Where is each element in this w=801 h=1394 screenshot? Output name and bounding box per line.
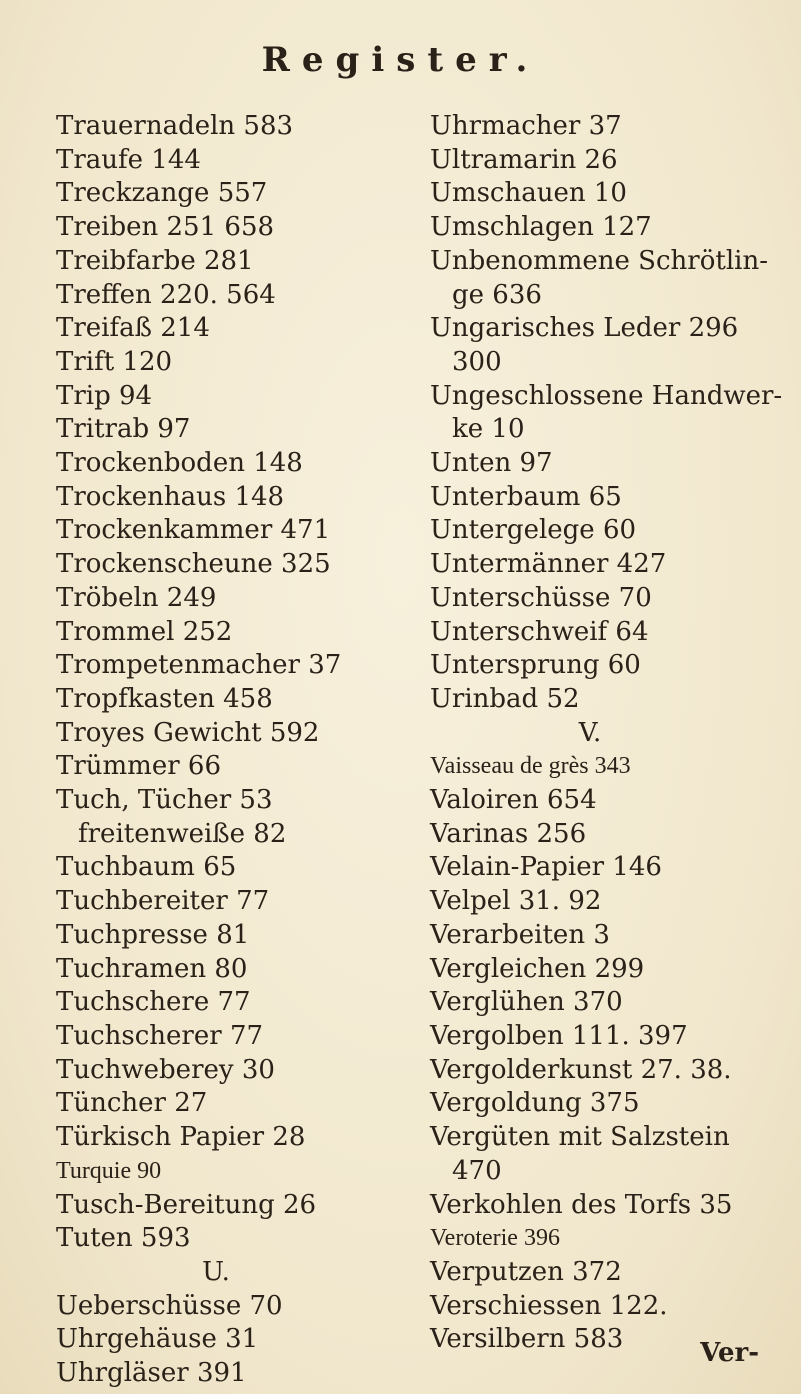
index-entry: Velain-Papier 146	[430, 852, 662, 883]
index-entry: Tuchweberey 30	[56, 1054, 275, 1085]
left-column	[56, 110, 416, 1391]
index-entry: Tüncher 27	[56, 1088, 208, 1119]
index-entry: Vaisseau de grès 343	[430, 753, 631, 780]
index-entry: Tuchscherer 77	[56, 1020, 264, 1051]
index-entry: Untersprung 60	[430, 650, 641, 681]
page-title: Register.	[261, 40, 540, 80]
index-entry: Unten 97	[430, 448, 553, 479]
index-entry: Untergelege 60	[430, 515, 637, 546]
index-entry: Treckzange 557	[56, 178, 268, 209]
index-entry: Tuch, Tücher 53	[56, 785, 273, 816]
index-entry: Versilbern 583	[430, 1324, 624, 1355]
index-entry: Turquie 90	[56, 1157, 162, 1184]
section-letter: V.	[578, 717, 602, 748]
index-entry: Trompetenmacher 37	[56, 650, 342, 681]
index-entry: Trauernadeln 583	[56, 111, 294, 141]
index-entry: Ueberschüsse 70	[56, 1290, 283, 1321]
index-entry: Uhrgehäuse 31	[56, 1324, 259, 1355]
index-entry: Treifaß 214	[56, 313, 210, 344]
index-entry: Uhrmacher 37	[430, 111, 622, 141]
index-continuation: ke 10	[452, 414, 525, 445]
index-entry: Unbenommene Schrötlin-	[430, 245, 768, 276]
index-entry: Türkisch Papier 28	[56, 1122, 306, 1153]
index-entry: Untermänner 427	[430, 549, 667, 580]
index-entry: Trockenhaus 148	[56, 481, 285, 512]
index-entry: Trockenscheune 325	[56, 549, 331, 580]
index-entry: Trommel 252	[56, 616, 233, 647]
index-entry: Tröbeln 249	[56, 582, 217, 613]
index-entry: Tropfkasten 458	[56, 683, 273, 714]
index-entry: Vergüten mit Salzstein	[430, 1122, 730, 1153]
index-entry: Vergoldung 375	[430, 1088, 640, 1119]
index-entry: Trip 94	[56, 380, 153, 411]
index-entry: Treiben 251 658	[56, 212, 275, 243]
index-subentry: freitenweiße 82	[78, 818, 287, 849]
index-entry: Treibfarbe 281	[56, 245, 254, 276]
index-entry: Unterbaum 65	[430, 481, 622, 512]
index-entry: Valoiren 654	[430, 785, 597, 816]
index-entry: Vergolben 111. 397	[430, 1020, 688, 1051]
index-entry: Verarbeiten 3	[430, 919, 610, 950]
index-entry: Ungeschlossene Handwer-	[430, 380, 783, 411]
index-entry: Velpel 31. 92	[430, 886, 602, 917]
index-entry: Verkohlen des Torfs 35	[430, 1189, 733, 1220]
index-entry: Verschiessen 122.	[430, 1290, 668, 1321]
index-entry: Trockenkammer 471	[56, 515, 331, 546]
section-letter: U.	[202, 1256, 230, 1287]
index-entry: Ungarisches Leder 296	[430, 313, 739, 344]
index-entry: Tuchbereiter 77	[56, 886, 270, 917]
index-entry: Umschlagen 127	[430, 212, 652, 243]
index-entry: Trockenboden 148	[56, 448, 303, 479]
index-entry: Vergleichen 299	[430, 953, 645, 984]
index-entry: Tuchpresse 81	[56, 919, 250, 950]
index-entry: Vergolderkunst 27. 38.	[430, 1054, 732, 1085]
index-entry: Varinas 256	[430, 818, 587, 849]
index-entry: Treffen 220. 564	[56, 279, 276, 310]
index-entry: Ultramarin 26	[430, 144, 618, 175]
index-entry: Tuchbaum 65	[56, 852, 237, 883]
index-entry: Tuchramen 80	[56, 953, 248, 984]
index-entry: Tusch-Bereitung 26	[56, 1189, 317, 1220]
index-entry: Troyes Gewicht 592	[56, 717, 320, 748]
index-entry: Verputzen 372	[430, 1256, 622, 1287]
index-entry: Trift 120	[56, 346, 173, 377]
index-continuation: 300	[452, 346, 502, 377]
right-column	[430, 110, 790, 1357]
index-entry: Veroterie 396	[430, 1225, 560, 1252]
index-continuation: ge 636	[452, 279, 542, 310]
index-entry: Umschauen 10	[430, 178, 627, 209]
index-entry: Traufe 144	[56, 144, 201, 175]
catchword: Ver-	[700, 1338, 759, 1368]
index-entry: Tuten 593	[56, 1223, 191, 1254]
index-entry: Urinbad 52	[430, 683, 580, 714]
index-entry: Tuchschere 77	[56, 987, 251, 1018]
index-entry: Uhrgläser 391	[56, 1358, 247, 1389]
index-continuation: 470	[452, 1155, 502, 1186]
index-entry: Tritrab 97	[56, 414, 191, 445]
index-entry: Unterschweif 64	[430, 616, 649, 647]
index-entry: Verglühen 370	[430, 987, 623, 1018]
index-entry: Unterschüsse 70	[430, 582, 652, 613]
index-entry: Trümmer 66	[56, 751, 221, 782]
